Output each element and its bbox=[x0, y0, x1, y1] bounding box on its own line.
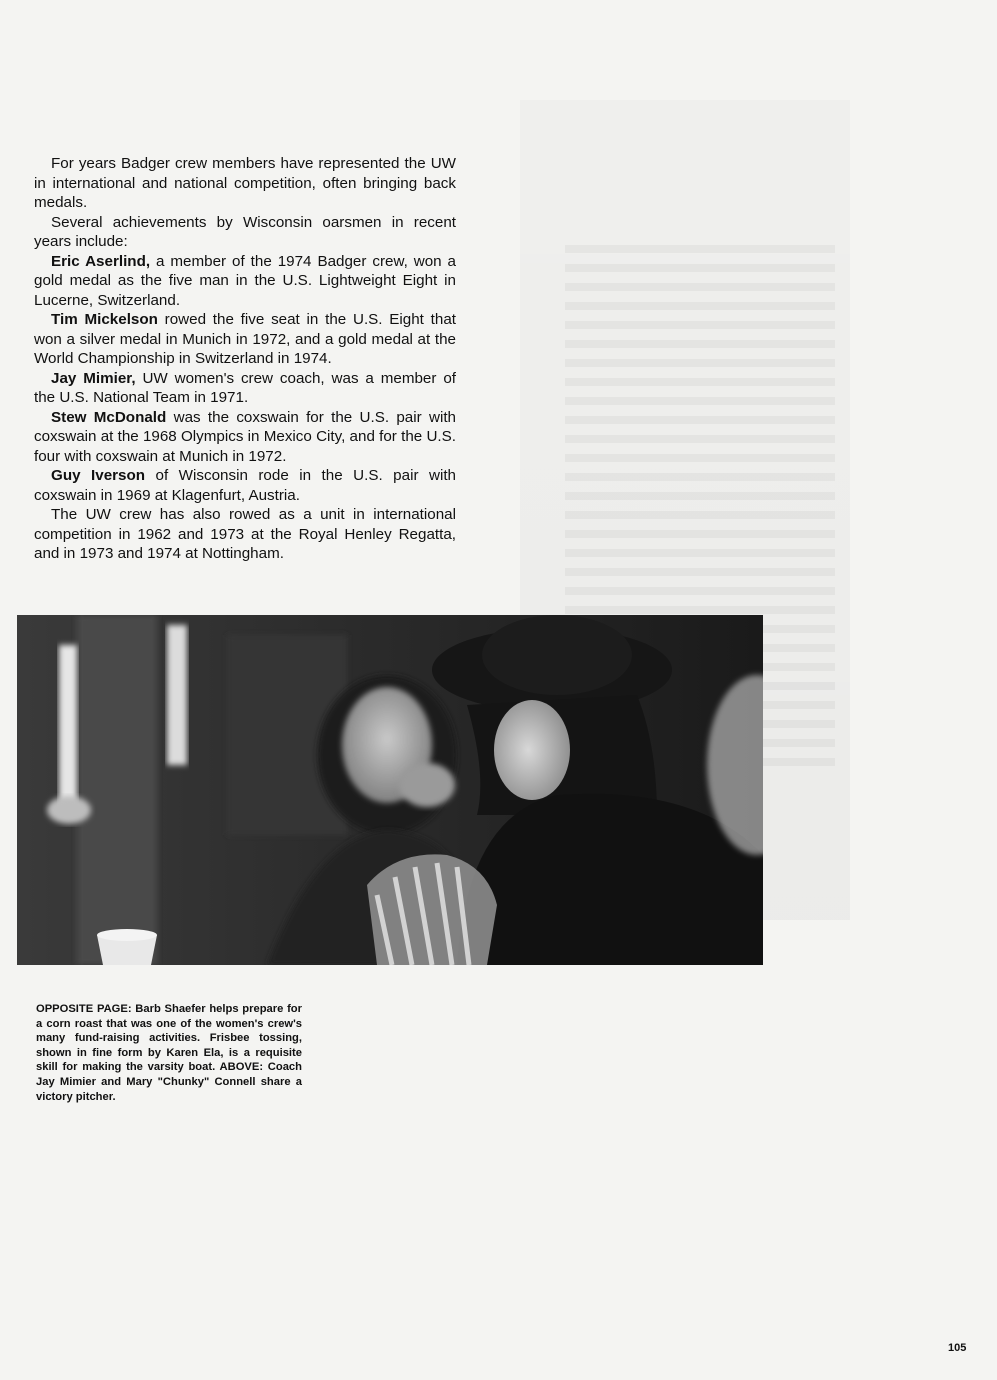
paragraph: Guy Iverson of Wisconsin rode in the U.S. pair with coxswain in 1969 at Klagenfurt, Austria. bbox=[34, 467, 456, 504]
page-number: 105 bbox=[948, 1342, 967, 1354]
paragraph: Jay Mimier, UW women's crew coach, was a member of the U.S. National Team in 1971. bbox=[34, 369, 456, 406]
paragraph: The UW crew has also rowed as a unit in international competition in 1962 and 1973 at the Royal Henley Regatta, and in 1973 and 1974 at Nottingham. bbox=[34, 506, 456, 562]
photograph bbox=[17, 615, 763, 965]
photo-illustration bbox=[17, 615, 763, 965]
paragraph: Tim Mickelson rowed the five seat in the U.S. Eight that won a silver medal in Munich in 1972, and a gold medal at the World Championship in Switzerland in 1974. bbox=[34, 311, 456, 367]
paragraph: Several achievements by Wisconsin oarsmen in recent years include: bbox=[34, 213, 456, 250]
paragraph: For years Badger crew members have represented the UW in international and national competition, often bringing back medals. bbox=[34, 155, 456, 211]
paragraph: Stew McDonald was the coxswain for the U.S. pair with coxswain at the 1968 Olympics in Mexico City, and for the U.S. four with coxswain at Munich in 1972. bbox=[34, 408, 456, 465]
photo-caption: OPPOSITE PAGE: Barb Shaefer helps prepare for a corn roast that was one of the women's crew's many fund-raising activities. Frisbee tossing, shown in fine form by Karen Ela, is a requisite skill for making the varsity boat. ABOVE: Coach Jay Mimier and Mary "Chunky" Connell share a victory pitcher. bbox=[36, 1003, 302, 1103]
pitcher bbox=[367, 854, 497, 965]
paragraph: Eric Aserlind, a member of the 1974 Badger crew, won a gold medal as the five man in the U.S. Lightweight Eight in Lucerne, Switzerland. bbox=[34, 252, 456, 309]
article-body bbox=[34, 154, 456, 564]
